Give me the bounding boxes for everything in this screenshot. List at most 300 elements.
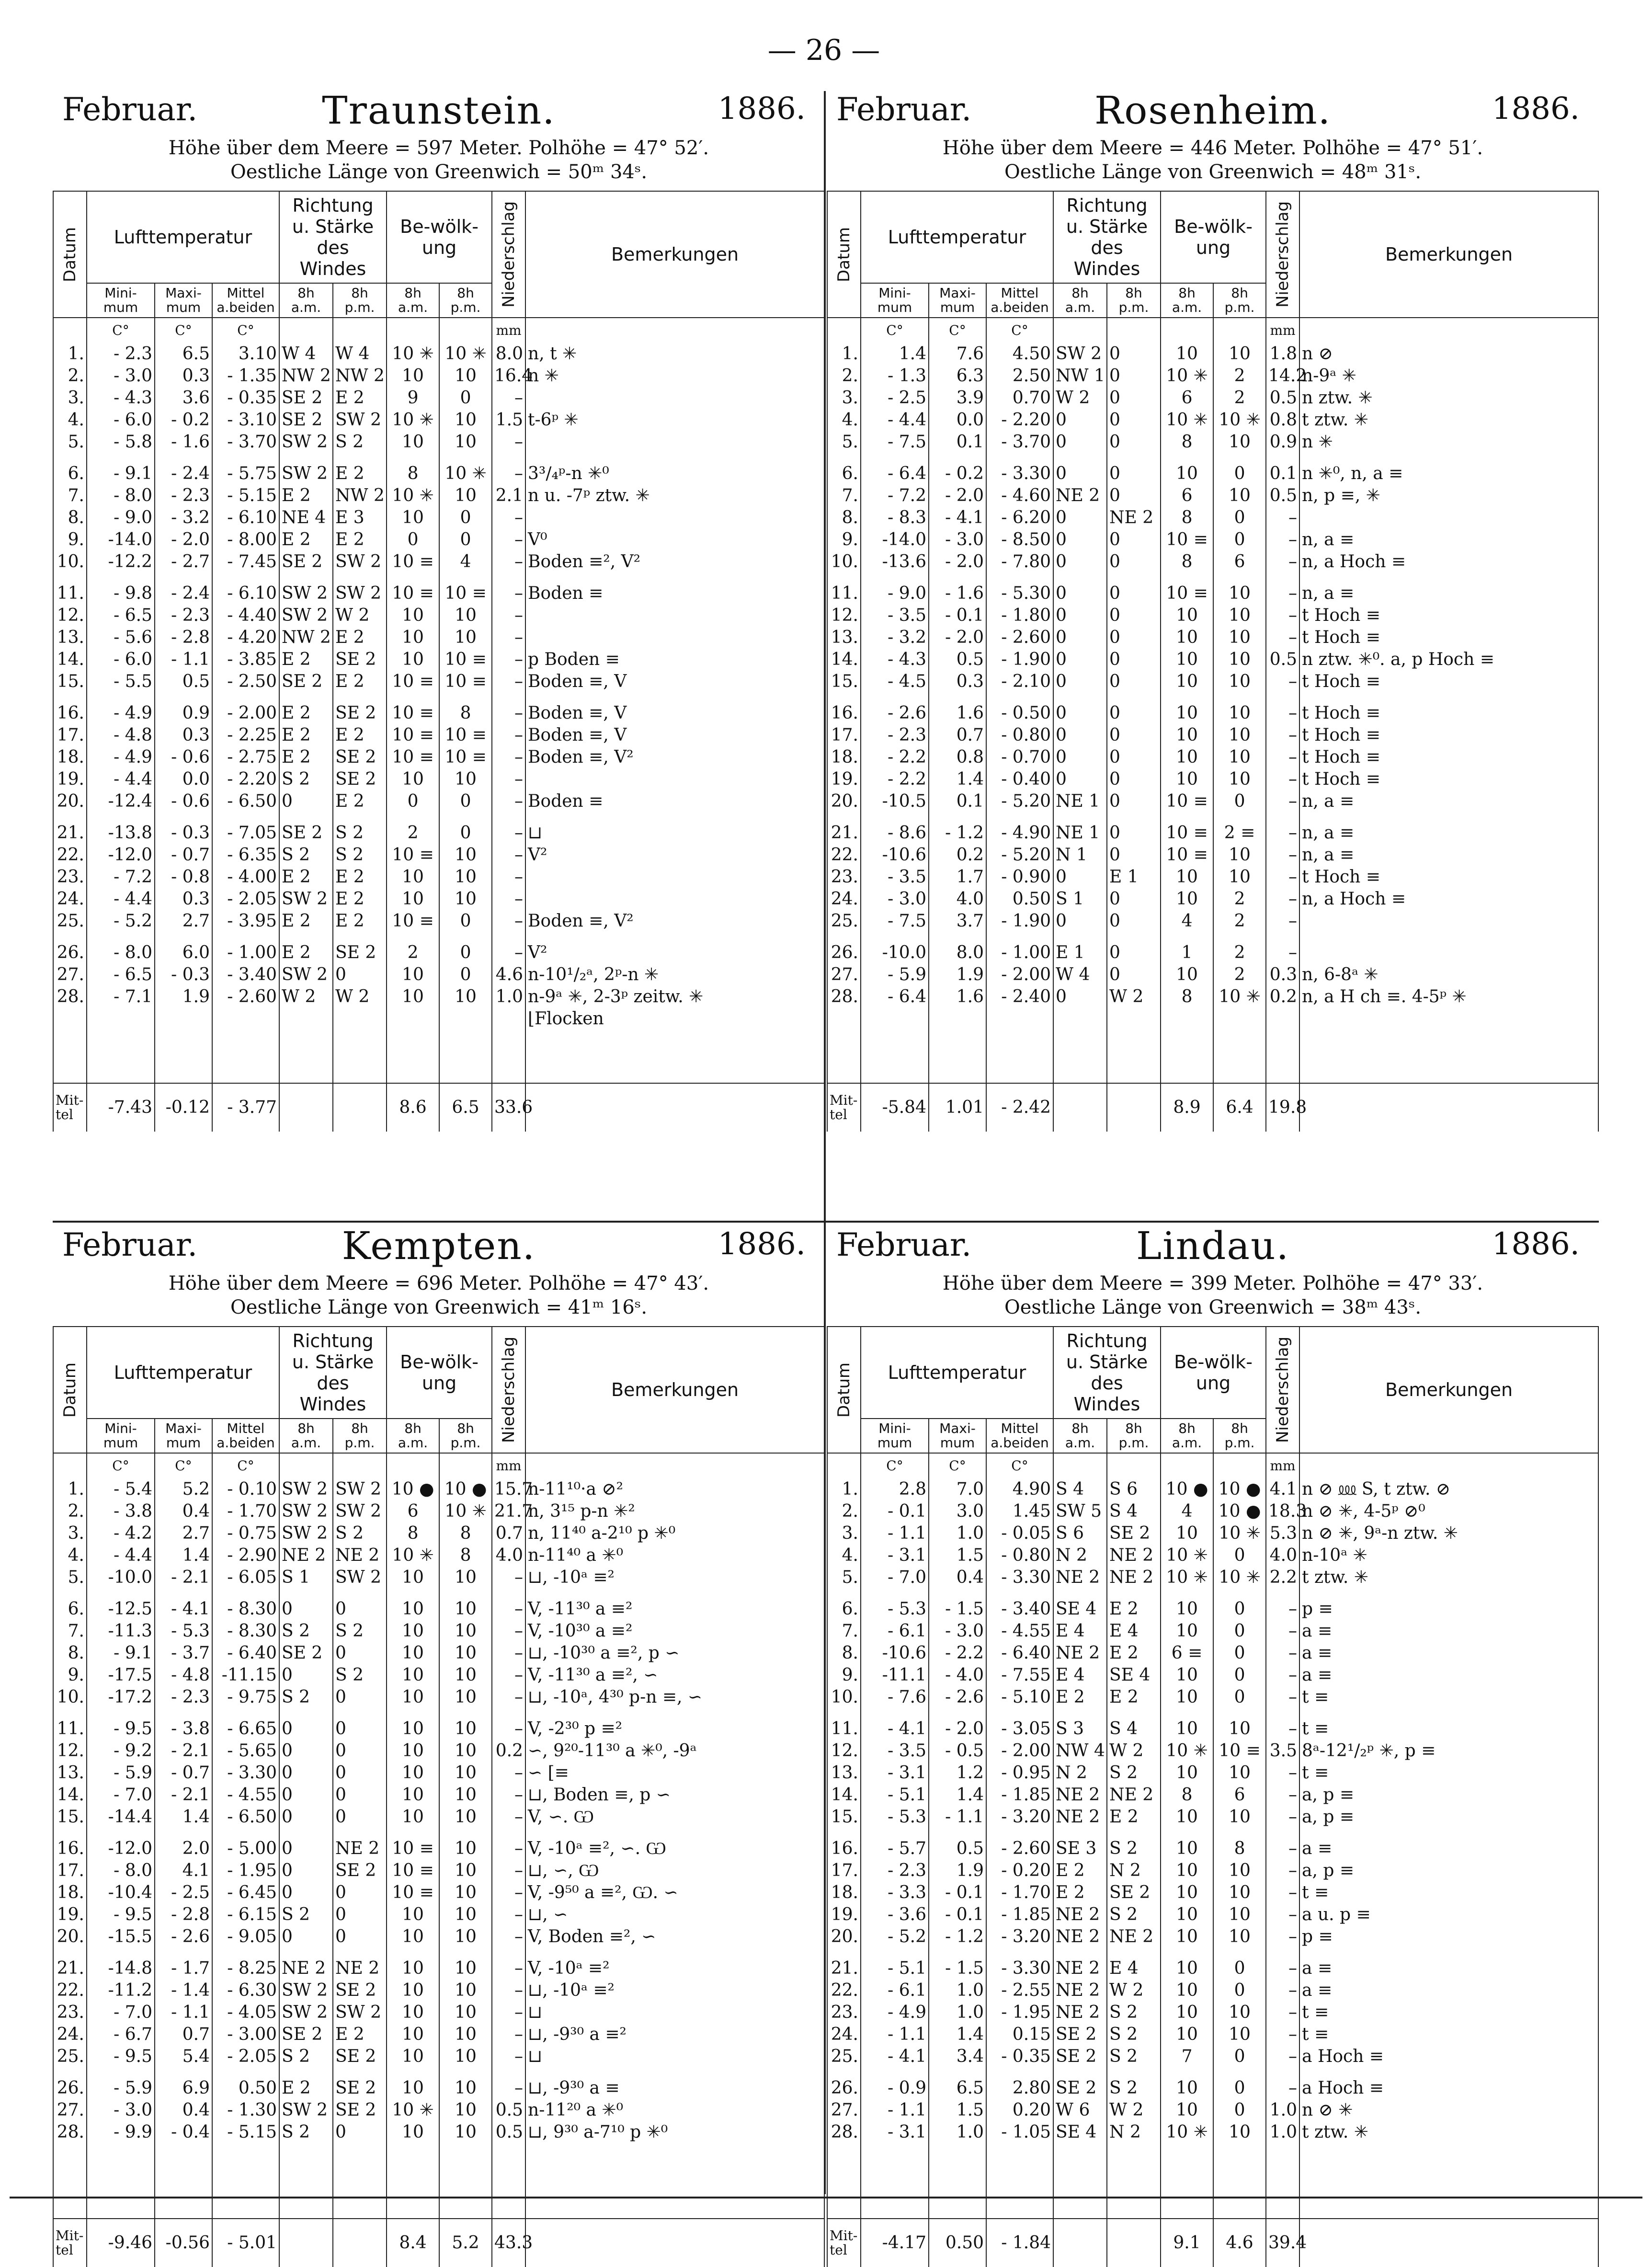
remarks: a ≡ [1299,1838,1598,1860]
wind-pm: E 2 [333,910,387,932]
temp-mean: 0.15 [986,2024,1053,2046]
temp-mean: - 4.05 [212,2002,279,2024]
temp-min: -12.0 [87,844,155,866]
cloud-am [387,1008,439,1030]
precipitation: – [492,768,525,790]
temp-max: 0.4 [155,2099,212,2121]
wind-am: SW 2 [279,2002,333,2024]
remarks [1299,507,1598,529]
wind-am: NE 2 [1053,1806,1107,1828]
wind-am: E 1 [1053,942,1107,964]
mean-wind-am [279,2219,333,2267]
header-cloud-am: 8h a.m. [1161,1419,1213,1453]
monthly-mean-row [827,1083,1598,1132]
cloud-am: 6 [1161,485,1213,507]
mean-max: 0.50 [929,2219,986,2267]
row-day: 17. [53,724,87,746]
cloud-pm: 10 ✳ [1213,409,1266,431]
cloud-am: 10 [387,1686,439,1708]
wind-pm: 0 [1107,627,1161,649]
precipitation: – [1266,2002,1299,2024]
remarks: Boden ≡, V² [525,746,824,768]
cloud-pm: 8 [1213,1838,1266,1860]
remarks: t Hoch ≡ [1299,702,1598,724]
wind-pm: 0 [333,964,387,986]
cloud-am: 10 [387,1642,439,1664]
wind-pm: NE 2 [1107,1567,1161,1589]
station-altitude-latitude: Höhe über dem Meere = 597 Meter. Polhöhe = 47° 52′. [168,137,709,159]
precipitation: – [1266,1860,1299,1882]
temp-max: - 1.4 [155,1980,212,2002]
temp-mean: - 4.90 [986,822,1053,844]
precipitation: – [492,529,525,551]
wind-am: W 2 [1053,387,1107,409]
cloud-am: 10 [387,507,439,529]
wind-am: 0 [279,1926,333,1948]
cloud-am: 10 [1161,1904,1213,1926]
row-day: 24. [827,2024,861,2046]
remarks: Boden ≡², V² [525,551,824,573]
cloud-pm: 10 [439,844,492,866]
precipitation: – [1266,1784,1299,1806]
year-label: 1886. [1492,1226,1580,1262]
temp-max: 0.1 [929,431,986,453]
remarks: n, a ≡ [1299,822,1598,844]
cloud-pm: 10 [439,1860,492,1882]
cloud-am: 10 [387,1567,439,1589]
remarks [525,431,824,453]
cloud-pm: 0 [1213,2077,1266,2099]
precipitation: – [1266,2046,1299,2068]
precipitation: – [492,1784,525,1806]
unit-celsius: C° [155,318,212,343]
cloud-am: 10 [387,2002,439,2024]
table-row [53,702,824,724]
row-day: 15. [827,671,861,693]
row-day: 18. [827,746,861,768]
row-day: 2. [827,1500,861,1523]
wind-pm: SE 2 [333,1980,387,2002]
temp-mean: - 3.30 [212,1762,279,1784]
unit-celsius: C° [986,1453,1053,1478]
temp-max: 6.5 [155,343,212,365]
cloud-pm: 10 [439,1718,492,1740]
wind-pm: E 2 [333,671,387,693]
row-day: 12. [827,605,861,627]
precipitation: 1.5 [492,409,525,431]
temp-max: - 1.2 [929,822,986,844]
temp-min: - 9.1 [87,463,155,485]
remarks: t ≡ [1299,1762,1598,1784]
temp-min: - 1.1 [861,2024,929,2046]
cloud-pm: 10 [439,1882,492,1904]
wind-am: SW 2 [279,463,333,485]
wind-pm: W 2 [333,986,387,1008]
wind-pm: 0 [333,2121,387,2143]
row-day: 27. [827,964,861,986]
wind-am: E 2 [279,649,333,671]
row-day: 10. [53,1686,87,1708]
temp-mean: - 3.20 [986,1806,1053,1828]
temp-min: - 6.4 [861,986,929,1008]
table-row [827,986,1598,1008]
cloud-am: 10 [1161,463,1213,485]
wind-am: E 2 [1053,1686,1107,1708]
wind-pm [1107,1008,1161,1030]
cloud-am: 8 [1161,431,1213,453]
wind-pm: SE 2 [333,1860,387,1882]
row-day: 19. [827,768,861,790]
cloud-am: 2 [387,822,439,844]
table-row [53,1784,824,1806]
cloud-am: 10 [1161,343,1213,365]
cloud-pm: 0 [439,910,492,932]
remarks: t Hoch ≡ [1299,671,1598,693]
wind-pm: 0 [1107,431,1161,453]
wind-am: 0 [1053,746,1107,768]
remarks: a, p ≡ [1299,1784,1598,1806]
cloud-am: 10 ✳ [387,2099,439,2121]
cloud-pm: 10 ✳ [439,343,492,365]
temp-max: 0.3 [929,671,986,693]
wind-am: SW 2 [279,888,333,910]
table-row [827,463,1598,485]
cloud-am: 10 [387,605,439,627]
temp-min: - 8.0 [87,485,155,507]
precipitation: – [492,1904,525,1926]
temp-min: -12.5 [87,1598,155,1620]
table-row [827,822,1598,844]
row-day: 2. [53,1500,87,1523]
cloud-pm: 10 [1213,649,1266,671]
temp-min [861,1008,929,1030]
cloud-am: 10 [1161,1664,1213,1686]
cloud-am: 10 [387,866,439,888]
header-cloud-pm: 8h p.m. [1213,283,1266,318]
table-row [827,2002,1598,2024]
temp-mean: - 6.40 [986,1642,1053,1664]
wind-am: NE 1 [1053,822,1107,844]
table-row [827,942,1598,964]
remarks: n ⊘ ⅏ S, t ztw. ⊘ [1299,1478,1598,1500]
wind-pm: S 4 [1107,1718,1161,1740]
remarks: n, a Hoch ≡ [1299,551,1598,573]
remarks: t Hoch ≡ [1299,724,1598,746]
precipitation: – [1266,2024,1299,2046]
cloud-am: 10 [1161,1523,1213,1545]
table-row [53,1598,824,1620]
wind-am: S 2 [279,2046,333,2068]
wind-pm: SE 2 [333,2077,387,2099]
remarks: n ztw. ✳⁰. a, p Hoch ≡ [1299,649,1598,671]
wind-am: NE 2 [1053,1567,1107,1589]
temp-mean: - 0.80 [986,724,1053,746]
wind-am: 0 [279,790,333,813]
row-day: 26. [53,2077,87,2099]
table-row [53,1860,824,1882]
temp-mean: - 6.10 [212,507,279,529]
table-row [827,2024,1598,2046]
remarks: n, a H ch ≡. 4-5ᵖ ✳ [1299,986,1598,1008]
row-day: 16. [827,1838,861,1860]
wind-pm: E 2 [333,888,387,910]
precipitation: – [1266,768,1299,790]
cloud-pm: 10 [439,627,492,649]
wind-pm: 0 [333,1926,387,1948]
table-row [53,910,824,932]
row-day: 6. [827,1598,861,1620]
remarks: V² [525,942,824,964]
temp-min: - 2.6 [861,702,929,724]
precipitation: – [1266,627,1299,649]
table-row [827,768,1598,790]
temp-mean: - 5.20 [986,844,1053,866]
precipitation: – [1266,1664,1299,1686]
cloud-am: 10 [1161,702,1213,724]
cloud-am: 10 ≡ [1161,583,1213,605]
temp-max: - 0.6 [155,790,212,813]
table-row [827,551,1598,573]
temp-max: - 2.4 [155,583,212,605]
cloud-am: 10 ✳ [1161,409,1213,431]
cloud-am: 10 [387,431,439,453]
precipitation: – [492,702,525,724]
row-day: 21. [53,1958,87,1980]
precipitation: – [492,2002,525,2024]
table-row [53,1762,824,1784]
temp-min: - 5.8 [87,431,155,453]
precipitation: 0.5 [1266,485,1299,507]
temp-min: - 3.6 [861,1904,929,1926]
temp-min: - 5.4 [87,1478,155,1500]
cloud-am: 10 ✳ [1161,1567,1213,1589]
remarks: t ztw. ✳ [1299,1567,1598,1589]
wind-am: 0 [1053,551,1107,573]
wind-pm: 0 [1107,605,1161,627]
cloud-pm: 10 [1213,627,1266,649]
wind-pm: 0 [1107,844,1161,866]
cloud-pm [439,1008,492,1030]
temp-mean: - 3.85 [212,649,279,671]
cloud-am: 10 [1161,1860,1213,1882]
wind-am: 0 [1053,671,1107,693]
remarks: p Boden ≡ [525,649,824,671]
header-remarks: Bemerkungen [525,1327,824,1453]
wind-pm: E 2 [333,790,387,813]
temp-max: - 2.5 [155,1882,212,1904]
mean-min: -4.17 [861,2219,929,2267]
table-row [53,627,824,649]
temp-mean: - 2.25 [212,724,279,746]
row-day: 19. [53,768,87,790]
temp-min: - 9.8 [87,583,155,605]
wind-am: SE 3 [1053,1838,1107,1860]
table-row [53,1718,824,1740]
cloud-pm: 10 [439,2121,492,2143]
temp-min: - 6.1 [861,1620,929,1642]
table-row [827,1806,1598,1828]
station-longitude: Oestliche Länge von Greenwich = 41ᵐ 16ˢ. [230,1296,648,1318]
temp-mean: - 3.40 [986,1598,1053,1620]
temp-min: - 6.5 [87,964,155,986]
mean-mean: - 2.42 [986,1083,1053,1132]
temp-min: - 8.3 [861,507,929,529]
remarks: a Hoch ≡ [1299,2046,1598,2068]
precipitation: – [492,605,525,627]
wind-am: E 2 [279,485,333,507]
table-row [827,1500,1598,1523]
temp-mean: - 1.80 [986,605,1053,627]
row-day: 11. [53,583,87,605]
cloud-am: 10 ≡ [387,671,439,693]
row-day: 25. [53,2046,87,2068]
cloud-am: 10 ✳ [387,1545,439,1567]
precipitation: – [1266,1958,1299,1980]
unit-mm: mm [492,318,525,343]
temp-mean: - 6.50 [212,790,279,813]
temp-mean: - 2.05 [212,2046,279,2068]
row-day: 13. [53,1762,87,1784]
temp-max: 0.3 [155,365,212,387]
wind-pm: 0 [1107,768,1161,790]
cloud-pm: 10 ✳ [1213,1567,1266,1589]
temp-min: -10.5 [861,790,929,813]
header-precipitation: Niederschlag [492,191,525,318]
wind-am: S 3 [1053,1718,1107,1740]
temp-max: 2.0 [155,1838,212,1860]
row-day: 22. [53,1980,87,2002]
cloud-am: 1 [1161,942,1213,964]
temp-mean: - 3.95 [212,910,279,932]
cloud-pm: 10 [1213,768,1266,790]
row-day: 14. [827,1784,861,1806]
table-row [827,2099,1598,2121]
header-cloud: Be-wölk-ung [387,191,492,283]
remarks: a ≡ [1299,1980,1598,2002]
cloud-pm: 10 [439,1686,492,1708]
header-cloud-pm: 8h p.m. [439,283,492,318]
table-row [827,910,1598,932]
temp-mean: -11.15 [212,1664,279,1686]
temp-mean: - 8.25 [212,1958,279,1980]
temp-min: 1.4 [861,343,929,365]
temp-mean: - 4.55 [212,1784,279,1806]
table-row [53,888,824,910]
remarks: a, p ≡ [1299,1806,1598,1828]
temp-mean: 4.50 [986,343,1053,365]
temp-max: 3.0 [929,1500,986,1523]
precipitation: – [1266,671,1299,693]
month-label: Februar. [836,1226,972,1263]
table-row [53,1806,824,1828]
temp-mean: - 0.40 [986,768,1053,790]
wind-pm: E 2 [333,724,387,746]
wind-am [279,1008,333,1030]
row-day: 3. [53,1523,87,1545]
cloud-pm: 10 [1213,724,1266,746]
wind-am: SW 5 [1053,1500,1107,1523]
remarks: n ztw. ✳ [1299,387,1598,409]
mean-max: -0.56 [155,2219,212,2267]
mean-precipitation: 33.6 [492,1083,525,1132]
row-day: 28. [827,2121,861,2143]
row-day: 2. [53,365,87,387]
header-wind: Richtung u. Stärke des Windes [1053,191,1161,283]
mean-min: -5.84 [861,1083,929,1132]
temp-mean: - 3.30 [986,463,1053,485]
table-row [53,822,824,844]
wind-pm: 0 [1107,551,1161,573]
remarks: n, 11⁴⁰ a-2¹⁰ p ✳⁰ [525,1523,824,1545]
table-row [53,507,824,529]
row-day: 12. [53,1740,87,1762]
header-date: Datum [53,191,87,318]
remarks: ⊔, 9³⁰ a-7¹⁰ p ✳⁰ [525,2121,824,2143]
wind-pm: W 2 [1107,2099,1161,2121]
mean-wind-pm [333,2219,387,2267]
temp-mean: - 7.05 [212,822,279,844]
row-day: 5. [53,1567,87,1589]
temp-max: - 4.1 [929,507,986,529]
wind-am: S 1 [279,1567,333,1589]
cloud-am: 10 ✳ [1161,365,1213,387]
wind-am: SE 2 [279,822,333,844]
wind-pm [1107,2143,1161,2165]
observation-table [53,191,825,1132]
table-row [827,702,1598,724]
wind-pm: S 2 [1107,1762,1161,1784]
temp-min: - 3.5 [861,605,929,627]
precipitation: – [492,649,525,671]
cloud-am: 10 ● [387,1478,439,1500]
wind-pm: NE 2 [1107,1784,1161,1806]
header-wind-am: 8h a.m. [279,283,333,318]
row-day: 18. [53,1882,87,1904]
temp-mean: - 2.90 [212,1545,279,1567]
wind-am: NE 2 [1053,1958,1107,1980]
cloud-pm: 10 ≡ [1213,1740,1266,1762]
temp-min: - 0.1 [861,1500,929,1523]
table-row [53,1838,824,1860]
temp-min: -10.4 [87,1882,155,1904]
wind-am: NE 2 [1053,1926,1107,1948]
cloud-am: 8 [387,463,439,485]
row-day: 7. [53,1620,87,1642]
wind-am [1053,2143,1107,2165]
wind-am [1053,1008,1107,1030]
cloud-pm: 0 [1213,2099,1266,2121]
row-day: 4. [827,409,861,431]
temp-mean: - 0.35 [986,2046,1053,2068]
precipitation: – [1266,583,1299,605]
station-name: Kempten. [342,1224,536,1268]
temp-mean: - 8.50 [986,529,1053,551]
header-temperature: Lufttemperatur [861,191,1053,283]
temp-min: - 2.2 [861,746,929,768]
remarks: ⊔, -9³⁰ a ≡ [525,2077,824,2099]
row-day: 6. [827,463,861,485]
mean-precipitation: 19.8 [1266,1083,1299,1132]
row-day: 5. [53,431,87,453]
table-row [53,1545,824,1567]
table-row [53,1478,824,1500]
cloud-pm: 10 [1213,844,1266,866]
wind-am: 0 [1053,866,1107,888]
cloud-am: 10 [387,1598,439,1620]
header-max: Maxi-mum [929,1419,986,1453]
wind-pm: NE 2 [1107,1545,1161,1567]
wind-pm: E 2 [1107,1598,1161,1620]
